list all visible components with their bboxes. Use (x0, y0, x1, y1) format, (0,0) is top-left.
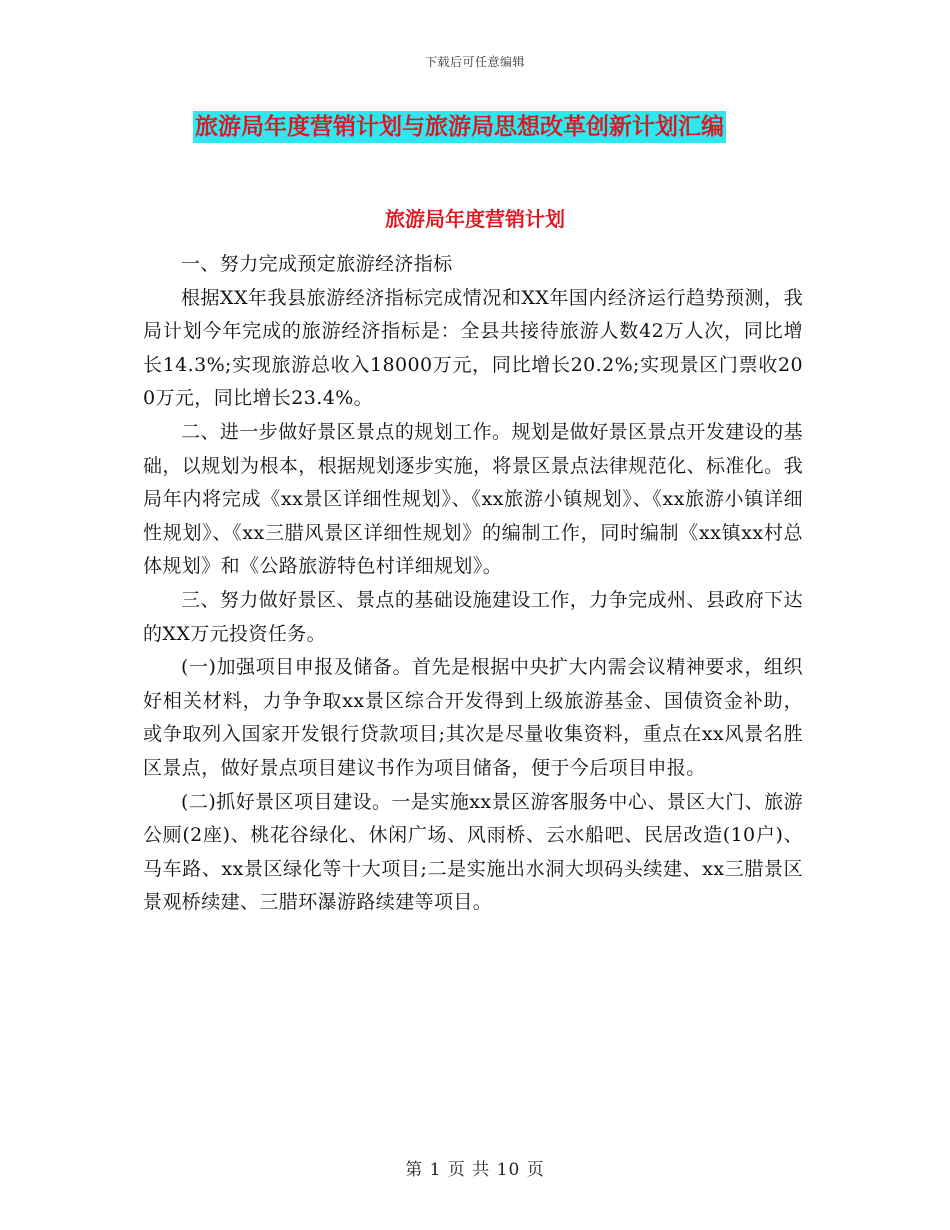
paragraph: (一)加强项目申报及储备。首先是根据中央扩大内需会议精神要求，组织好相关材料，力争争取xx景区综合开发得到上级旅游基金、国债资金补助，或争取列入国家开发银行贷款项目;其次是尽量收集资料，重点在xx风景名胜区景点，做好景点项目建议书作为项目储备，便于今后项目申报。 (143, 656, 803, 779)
paragraph: 二、进一步做好景区景点的规划工作。规划是做好景区景点开发建设的基础，以规划为根本，根据规划逐步实施，将景区景点法律规范化、标准化。我局年内将完成《xx景区详细性规划》、《xx旅游小镇规划》、《xx旅游小镇详细性规划》、《xx三腊风景区详细性规划》的编制工作，同时编制《xx镇xx村总体规划》和《公路旅游特色村详细规划》。 (143, 420, 803, 578)
section-title: 旅游局年度营销计划 (385, 207, 565, 231)
page-number-footer: 第 1 页 共 10 页 (405, 1160, 545, 1180)
document-title: 旅游局年度营销计划与旅游局思想改革创新计划汇编 (193, 111, 726, 143)
paragraph: (二)抓好景区项目建设。一是实施xx景区游客服务中心、景区大门、旅游公厕(2座)、桃花谷绿化、休闲广场、风雨桥、云水船吧、民居改造(10户)、马车路、xx景区绿化等十大项目;二是实施出水洞大坝码头续建、xx三腊景区景观桥续建、三腊环瀑游路续建等项目。 (143, 790, 803, 914)
paragraph-heading-1: 一、努力完成预定旅游经济指标 (181, 253, 453, 275)
paragraph: 三、努力做好景区、景点的基础设施建设工作，力争完成州、县政府下达的XX万元投资任务。 (143, 588, 803, 645)
body-text (143, 248, 803, 920)
paragraph: 根据XX年我县旅游经济指标完成情况和XX年国内经济运行趋势预测，我局计划今年完成的旅游经济指标是：全县共接待旅游人数42万人次，同比增长14.3%;实现旅游总收入18000万元，同比增长20.2%;实现景区门票收200万元，同比增长23.4%。 (143, 286, 803, 410)
header-note: 下载后可任意编辑 (424, 55, 525, 69)
